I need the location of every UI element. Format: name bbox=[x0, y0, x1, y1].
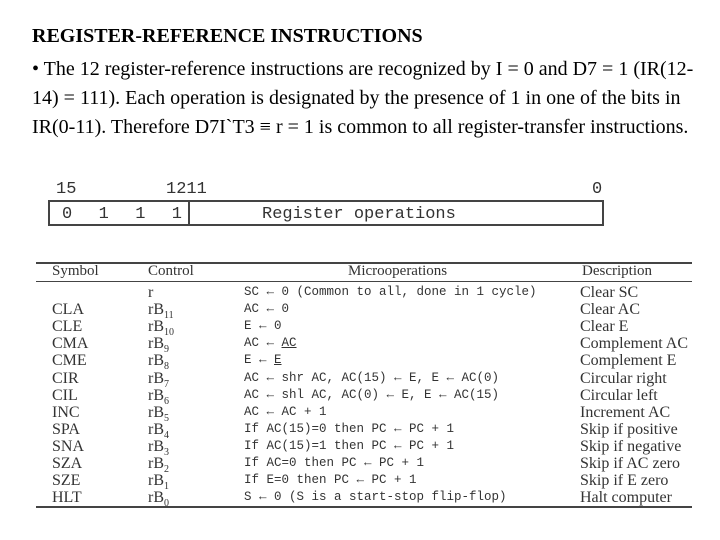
header-microoperations: Microoperations bbox=[348, 263, 448, 279]
opcode-bit: 0 bbox=[62, 205, 73, 224]
header-control: Control bbox=[148, 263, 194, 279]
row-symbol: SZE bbox=[52, 472, 81, 490]
opcode-bit: 1 bbox=[135, 205, 146, 224]
table-row bbox=[0, 403, 720, 424]
row-symbol: CIR bbox=[52, 369, 79, 387]
row-description: Skip if E zero bbox=[580, 472, 669, 490]
row-microoperation: If AC(15)=1 then PC ← PC + 1 bbox=[244, 438, 455, 453]
row-control: $rB_1$ bbox=[148, 472, 169, 493]
table-row bbox=[0, 369, 720, 390]
row-control: $rB_3$ bbox=[148, 437, 169, 459]
row-description: Skip if positive bbox=[580, 420, 678, 438]
opcode-bit: 1 bbox=[98, 205, 109, 224]
slide-title: REGISTER-REFERENCE INSTRUCTIONS bbox=[32, 25, 423, 47]
opcode-bits bbox=[62, 205, 182, 224]
row-description: Circular left bbox=[580, 386, 658, 404]
format-divider bbox=[188, 200, 190, 226]
header-description: Description bbox=[582, 263, 652, 279]
table-row bbox=[0, 284, 720, 301]
table-row bbox=[0, 472, 720, 493]
row-microoperation: AC ← shl AC, AC(0) ← E, E ← AC(15) bbox=[244, 387, 500, 402]
row-microoperation: AC ← AC bbox=[244, 336, 297, 351]
row-description: Complement AC bbox=[580, 335, 688, 353]
row-description: Clear SC bbox=[580, 284, 639, 301]
bit-label-12-11: 1211 bbox=[166, 180, 207, 199]
register-operations-label: Register operations bbox=[262, 205, 456, 224]
row-control: r bbox=[148, 284, 154, 301]
table-row bbox=[0, 318, 720, 339]
row-control: $rB_6$ bbox=[148, 386, 169, 407]
table-row bbox=[0, 420, 720, 441]
row-microoperation: If E=0 then PC ← PC + 1 bbox=[244, 473, 417, 488]
row-description: Clear E bbox=[580, 318, 629, 336]
row-symbol: CIL bbox=[52, 386, 78, 404]
row-description: Halt computer bbox=[580, 489, 672, 507]
row-symbol: CMA bbox=[52, 335, 89, 353]
row-microoperation: SC ← 0 (Common to all, done in 1 cycle) bbox=[244, 285, 537, 299]
row-description: Circular right bbox=[580, 369, 667, 387]
row-microoperation: E ← E bbox=[244, 353, 282, 368]
row-control: $rB_9$ bbox=[148, 335, 169, 356]
bit-label-15: 15 bbox=[56, 180, 77, 199]
row-symbol: SZA bbox=[52, 455, 83, 472]
row-description: Clear AC bbox=[580, 301, 640, 319]
row-control: $rB_0$ bbox=[148, 489, 169, 510]
row-description: Increment AC bbox=[580, 403, 671, 421]
table-header-rule bbox=[36, 281, 692, 282]
table-row bbox=[0, 437, 720, 459]
row-symbol: CME bbox=[52, 352, 87, 370]
row-symbol: HLT bbox=[52, 489, 82, 507]
row-microoperation: AC ← AC + 1 bbox=[244, 404, 327, 419]
row-control: $rB_5$ bbox=[148, 403, 169, 424]
intro-paragraph: • The 12 register-reference instructions are recognized by I = 0 and D7 = 1 (IR(12-14) = 111). Each operation is designated by the presence of 1 in one of the bits in IR(0-11). Therefore D7I`T3 ≡ r = 1 is common to all register-transfer instructions. bbox=[32, 58, 694, 138]
row-control: $rB_8$ bbox=[148, 352, 169, 373]
header-symbol: Symbol bbox=[52, 263, 99, 279]
table-row bbox=[0, 386, 720, 407]
row-control: $rB_{11}$ bbox=[148, 301, 174, 322]
row-control: $rB_7$ bbox=[148, 369, 169, 390]
row-symbol: SNA bbox=[52, 437, 85, 455]
table-row bbox=[0, 489, 720, 510]
row-microoperation: If AC=0 then PC ← PC + 1 bbox=[244, 456, 425, 470]
row-symbol: SPA bbox=[52, 420, 80, 438]
bit-label-0: 0 bbox=[592, 180, 603, 199]
table-row bbox=[0, 301, 720, 322]
row-symbol: CLE bbox=[52, 318, 83, 336]
row-microoperation: S ← 0 (S is a start-stop flip-flop) bbox=[244, 490, 507, 505]
row-microoperation: E ← 0 bbox=[244, 319, 282, 334]
row-description: Complement E bbox=[580, 352, 677, 370]
row-control: $rB_2$ bbox=[148, 455, 169, 476]
row-control: $rB_{10}$ bbox=[148, 318, 174, 339]
row-microoperation: AC ← 0 bbox=[244, 302, 290, 317]
table-row bbox=[0, 455, 720, 476]
row-symbol: CLA bbox=[52, 301, 84, 319]
row-symbol: INC bbox=[52, 403, 80, 421]
row-description: Skip if AC zero bbox=[580, 455, 680, 472]
table-row bbox=[0, 335, 720, 356]
row-microoperation: If AC(15)=0 then PC ← PC + 1 bbox=[244, 421, 455, 436]
table-row bbox=[0, 352, 720, 373]
opcode-bit: 1 bbox=[171, 205, 182, 224]
row-description: Skip if negative bbox=[580, 437, 682, 455]
row-microoperation: AC ← shr AC, AC(15) ← E, E ← AC(0) bbox=[244, 370, 500, 385]
row-control: $rB_4$ bbox=[148, 420, 169, 441]
